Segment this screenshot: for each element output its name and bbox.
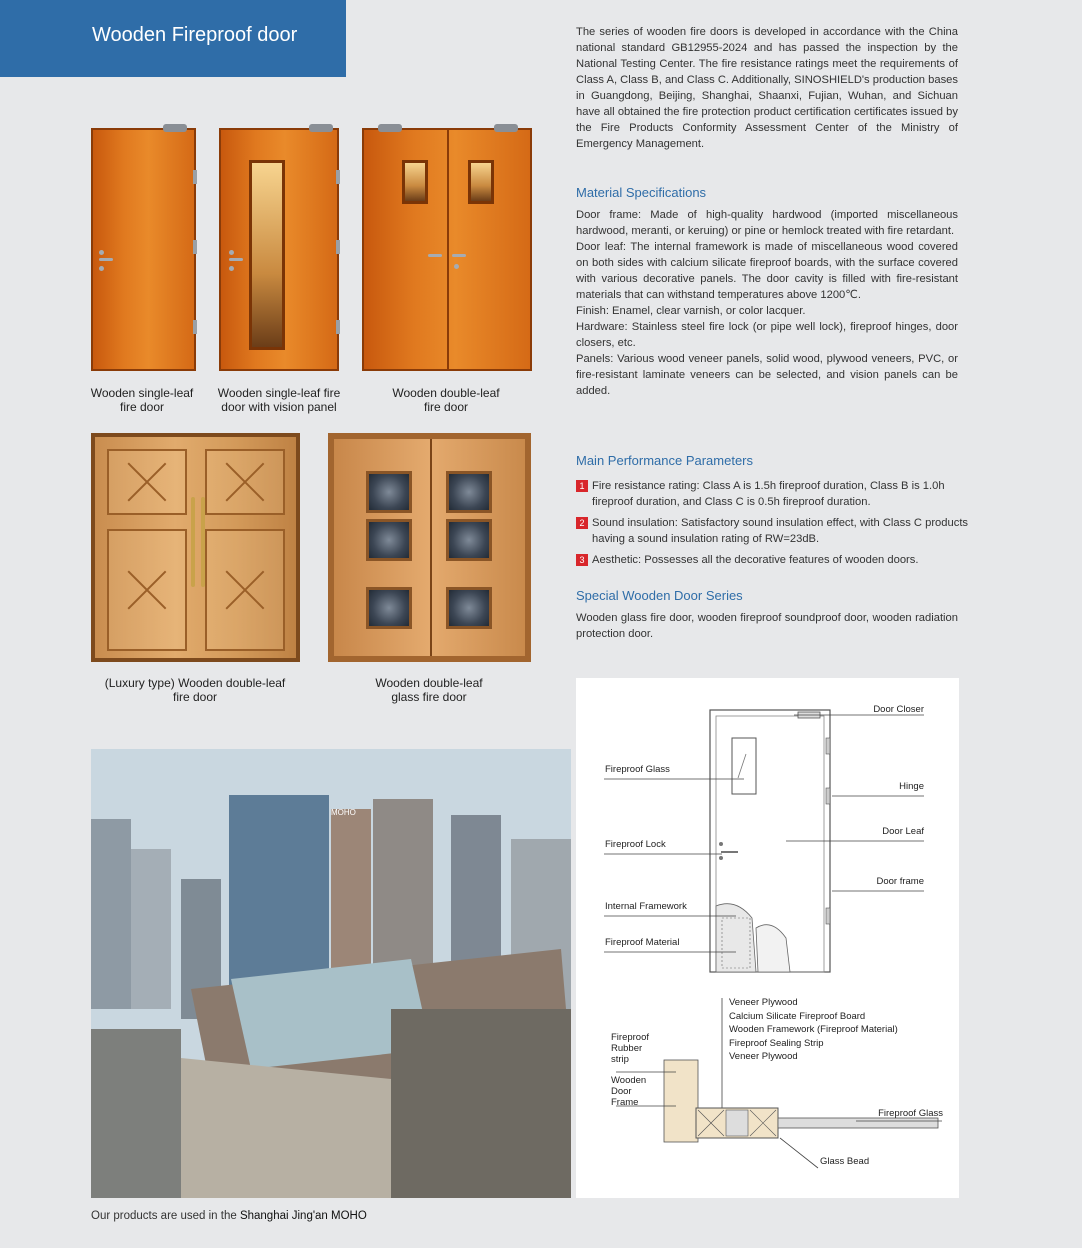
product-caption: Wooden double-leaf fire door: [392, 386, 500, 414]
moho-sign: MOHO: [331, 808, 356, 817]
product-caption: (Luxury type) Wooden double-leaf fire door: [104, 676, 286, 704]
bullet-number: 2: [576, 517, 588, 529]
section-layers: Veneer Plywood Calcium Silicate Fireproof Board Wooden Framework (Fireproof Material) Fireproof Sealing Strip Veneer Plywood: [729, 997, 898, 1062]
product-image-luxury-double-leaf: [91, 433, 300, 662]
footer-prefix: Our products are used in the: [91, 1210, 240, 1222]
product-caption: Wooden double-leaf glass fire door: [375, 676, 483, 704]
label-fireproof-glass: Fireproof Glass: [605, 764, 670, 775]
bullet-text: Aesthetic: Possesses all the decorative features of wooden doors.: [592, 554, 919, 566]
vision-panel: [249, 160, 285, 350]
label-hinge: Hinge: [899, 781, 924, 792]
footer-project: Shanghai Jing'an MOHO: [239, 1210, 367, 1222]
label-internal-framework: Internal Framework: [605, 901, 687, 912]
bullet-number: 1: [576, 480, 588, 492]
material-line: Door frame: Made of high-quality hardwood (imported miscellaneous hardwood, meranti, or keruing) or pine or hemlock treated with fire retardant.: [576, 209, 958, 237]
door-closer-icon: [309, 124, 333, 132]
door-structure-diagram: [576, 678, 959, 1198]
label-wooden-door-frame: Wooden Door Frame: [611, 1075, 647, 1108]
bullet-number: 3: [576, 554, 588, 566]
material-line: Finish: Enamel, clear varnish, or color lacquer.: [576, 305, 806, 317]
label-fireproof-lock: Fireproof Lock: [605, 839, 666, 850]
material-list: [576, 207, 958, 399]
label-fireproof-material: Fireproof Material: [605, 937, 680, 948]
label-door-leaf: Door Leaf: [882, 826, 924, 837]
bullet-text: Fire resistance rating: Class A is 1.5h fireproof duration, Class B is 1.0h fireproof duration, and Class C is 0.5h fireproof duration.: [592, 480, 945, 508]
bullet-text: Sound insulation: Satisfactory sound insulation effect, with Class C products having a sound insulation rating of RW=23dB.: [592, 517, 969, 545]
product-image-double-leaf: [362, 128, 532, 371]
product-caption: Wooden single-leaf fire door with vision panel: [217, 386, 341, 414]
performance-item: [576, 552, 976, 570]
special-heading: Special Wooden Door Series: [576, 588, 743, 603]
product-caption: Wooden single-leaf fire door: [90, 386, 194, 414]
material-line: Hardware: Stainless steel fire lock (or pipe well lock), fireproof hinges, door closers, etc.: [576, 321, 958, 349]
label-glass-bead: Glass Bead: [820, 1156, 870, 1167]
vision-panel: [468, 160, 494, 204]
label-door-closer: Door Closer: [873, 704, 924, 715]
material-line: Door leaf: The internal framework is made of miscellaneous wood covered on both sides with calcium silicate fireproof boards, with the surface covered with various decorative panels. The door cavity is filled with fire-resistant materials that can withstand temperatures above 1200℃.: [576, 241, 958, 301]
product-image-vision-panel: [219, 128, 339, 371]
door-closer-icon: [494, 124, 518, 132]
label-fireproof-glass-section: Fireproof Glass: [878, 1108, 943, 1119]
footer-note: [91, 1210, 367, 1222]
product-image-glass-double-leaf: [328, 433, 531, 662]
material-line: Panels: Various wood veneer panels, solid wood, plywood veneers, PVC, or fire-resistant laminate veneers can be selected, and vision panels can be added.: [576, 353, 958, 397]
product-image-single-leaf: [91, 128, 196, 371]
door-closer-icon: [378, 124, 402, 132]
project-photo: [91, 749, 571, 1198]
performance-item: [576, 515, 976, 549]
performance-heading: Main Performance Parameters: [576, 453, 754, 468]
intro-paragraph: The series of wooden fire doors is developed in accordance with the China national standard GB12955-2024 and has passed the inspection by the National Testing Center. The fire resistance ratings meet the requirements of Class A, Class B, and Class C. Additionally, SINOSHIELD's production bases in Guangdong, Beijing, Shanghai, Shaanxi, Fujian, Wuhan, and Sichuan have all obtained the fire protection product certification certificates issued by the Fire Products Conformity Assessment Center of the Ministry of Emergency Management.: [576, 26, 958, 150]
page-title: Wooden Fireproof door: [92, 24, 298, 46]
material-heading: Material Specifications: [576, 185, 707, 200]
door-closer-icon: [163, 124, 187, 132]
title-band: [0, 0, 346, 77]
label-rubber-strip: Fireproof Rubber strip: [611, 1032, 650, 1065]
vision-panel: [402, 160, 428, 204]
special-text: Wooden glass fire door, wooden fireproof soundproof door, wooden radiation protection door.: [576, 612, 958, 640]
city-illustration: [91, 749, 571, 1198]
label-door-frame: Door frame: [876, 876, 924, 887]
performance-item: [576, 478, 976, 512]
